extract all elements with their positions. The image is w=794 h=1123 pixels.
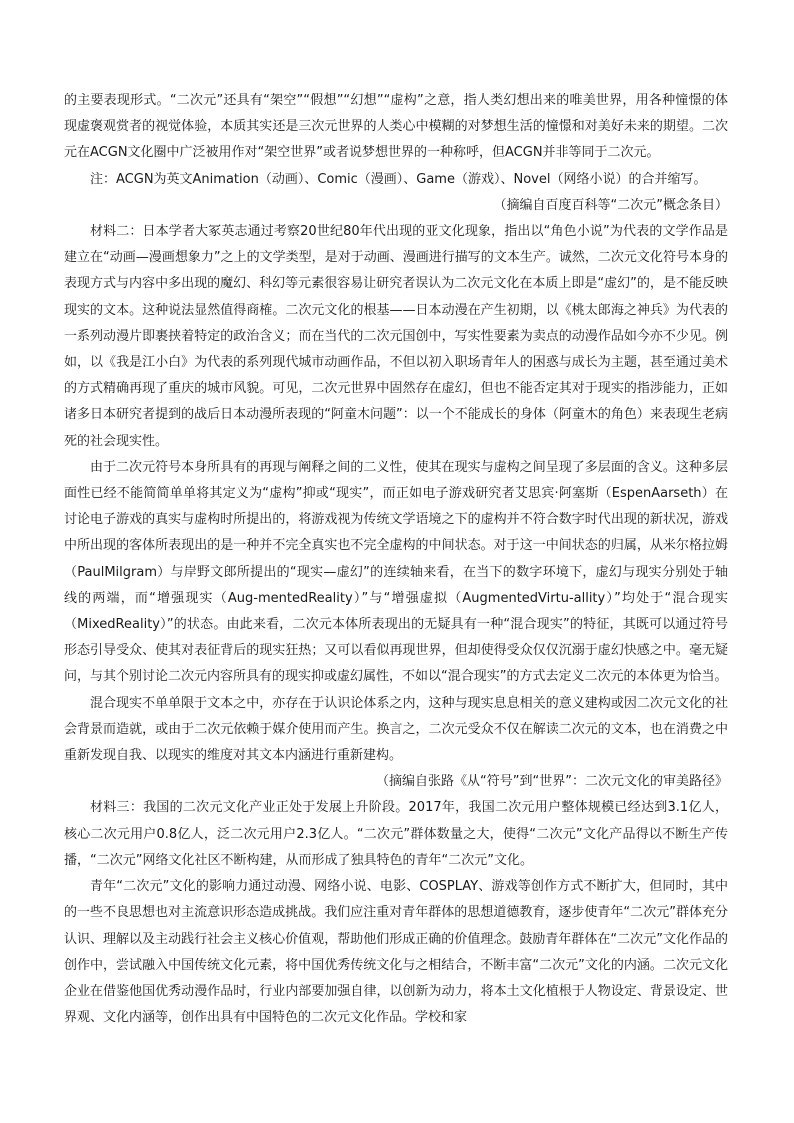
source-citation-1: （摘编自百度百科等“二次元”概念条目）: [493, 197, 728, 213]
source-citation-2: （摘编自张路《从“符号”到“世界”：二次元文化的审美路径》: [376, 774, 728, 790]
note-acgn: 注：ACGN为英文Animation（动画）、Comic（漫画）、Game（游戏）、Novel（网络小说）的合并缩写。: [90, 171, 707, 187]
material-three-paragraph: 材料三：我国的二次元文化产业正处于发展上升阶段。2017年，我国二次元用户整体规模已经达到3.1亿人，核心二次元用户0.8亿人，泛二次元用户2.3亿人。“二次元”群体数量之大，使得“二次元”文化产品得以不断生产传播，“二次元”网络文化社区不断构建，从而形成了独具特色的青年“二次元”文化。: [64, 800, 728, 868]
paragraph-continuation: 的主要表现形式。“二次元”还具有“架空”“假想”“幻想”“虚构”之意，指人类幻想出来的唯美世界，用各种憧憬的体现虚褒观赏者的视觉体验，本质其实还是三次元世界的人类心中模糊的对梦想生活的憧憬和对美好未来的期望。二次元在ACGN文化圈中广泛被用作对“架空世界”或者说梦想世界的一种称呼，但ACGN并非等同于二次元。: [64, 93, 728, 161]
paragraph-epistemology: 混合现实不单单限于文本之中，亦存在于认识论体系之内，这种与现实息息相关的意义建构或因二次元文化的社会背景而造就，或由于二次元依赖于媒介使用而产生。换言之，二次元受众不仅在解读二次元的文本，也在消费之中重新发现自我、以现实的维度对其文本内涵进行重新建构。: [64, 695, 728, 764]
paragraph-youth-culture: 青年“二次元”文化的影响力通过动漫、网络小说、电影、COSPLAY、游戏等创作方式不断扩大，但同时，其中的一些不良思想也对主流意识形态造成挑战。我们应注重对青年群体的思想道德教育，逐步使青年“二次元”群体充分认识、理解以及主动践行社会主义核心价值观，帮助他们形成正确的价值理念。鼓励青年群体在“二次元”文化作品的创作中，尝试融入中国传统文化元素，将中国优秀传统文化与之相结合，不断丰富“二次元”文化的内涵。二次元文化企业在借鉴他国优秀动漫作品时，行业内部要加强自律，以创新为动力，将本土文化植根于人物设定、背景设定、世界观、文化内涵等，创作出具有中国特色的二次元文化作品。学校和家: [64, 879, 728, 1026]
paragraph-mixed-reality: 由于二次元符号本身所具有的再现与阐释之间的二义性，使其在现实与虚构之间呈现了多层面的含义。这种多层面性已经不能简简单单将其定义为“虚构”抑或“现实”，而正如电子游戏研究者艾思宾·阿塞斯（EspenAarseth）在讨论电子游戏的真实与虚构时所提出的，将游戏视为传统文学语境之下的虚构并不符合数字时代出现的新状况，游戏中所出现的客体所表现出的是一种并不完全真实也不完全虚构的中间状态。对于这一中间状态的归属，从米尔格拉姆（PaulMilgram）与岸野文郎所提出的“现实—虚幻”的连续轴来看，在当下的数字环境下，虚幻与现实分别处于轴线的两端，而“增强现实（Aug-mentedReality）”与“增强虚拟（AugmentedVirtu-allity）”均处于“混合现实（MixedReality）”的状态。由此来看，二次元本体所表现出的无疑具有一种“混合现实”的特征，其既可以通过符号形态引导受众、使其对表征背后的现实狂热；又可以看似再现世界，但却使得受众仅仅沉溺于虚幻快感之中。毫无疑问，与其个别讨论二次元内容所具有的现实抑或虚幻属性，不如以“混合现实”的方式去定义二次元的本体更为恰当。: [64, 459, 728, 685]
material-two-paragraph: 材料二：日本学者大冢英志通过考察20世纪80年代出现的亚文化现象，指出以“角色小说”为代表的文学作品是建立在“动画—漫画想象力”之上的文学类型，是对于动画、漫画进行描写的文本生产。诚然，二次元文化符号本身的表现方式与内容中多出现的魔幻、科幻等元素很容易让研究者误认为二次元文化在本质上即是“虚幻”的，是不能反映现实的文本。这种说法显然值得商榷。二次元文化的根基——日本动漫在产生初期，以《桃太郎海之神兵》为代表的一系列动漫片即裹挟着特定的政治含义；而在当代的二次元国创中，写实性要素为卖点的动漫作品如今亦不少见。例如，以《我是江小白》为代表的系列现代城市动画作品，不但以初入职场青年人的困惑与成长为主题，甚至通过美术的方式精确再现了重庆的城市风貌。可见，二次元世界中固然存在虚幻，但也不能否定其对于现实的指涉能力，正如诸多日本研究者提到的战后日本动漫所表现的“阿童木问题”：以一个不能成长的身体（阿童木的角色）来表现生老病死的社会现实性。: [64, 224, 728, 449]
document-page: [64, 88, 728, 1031]
